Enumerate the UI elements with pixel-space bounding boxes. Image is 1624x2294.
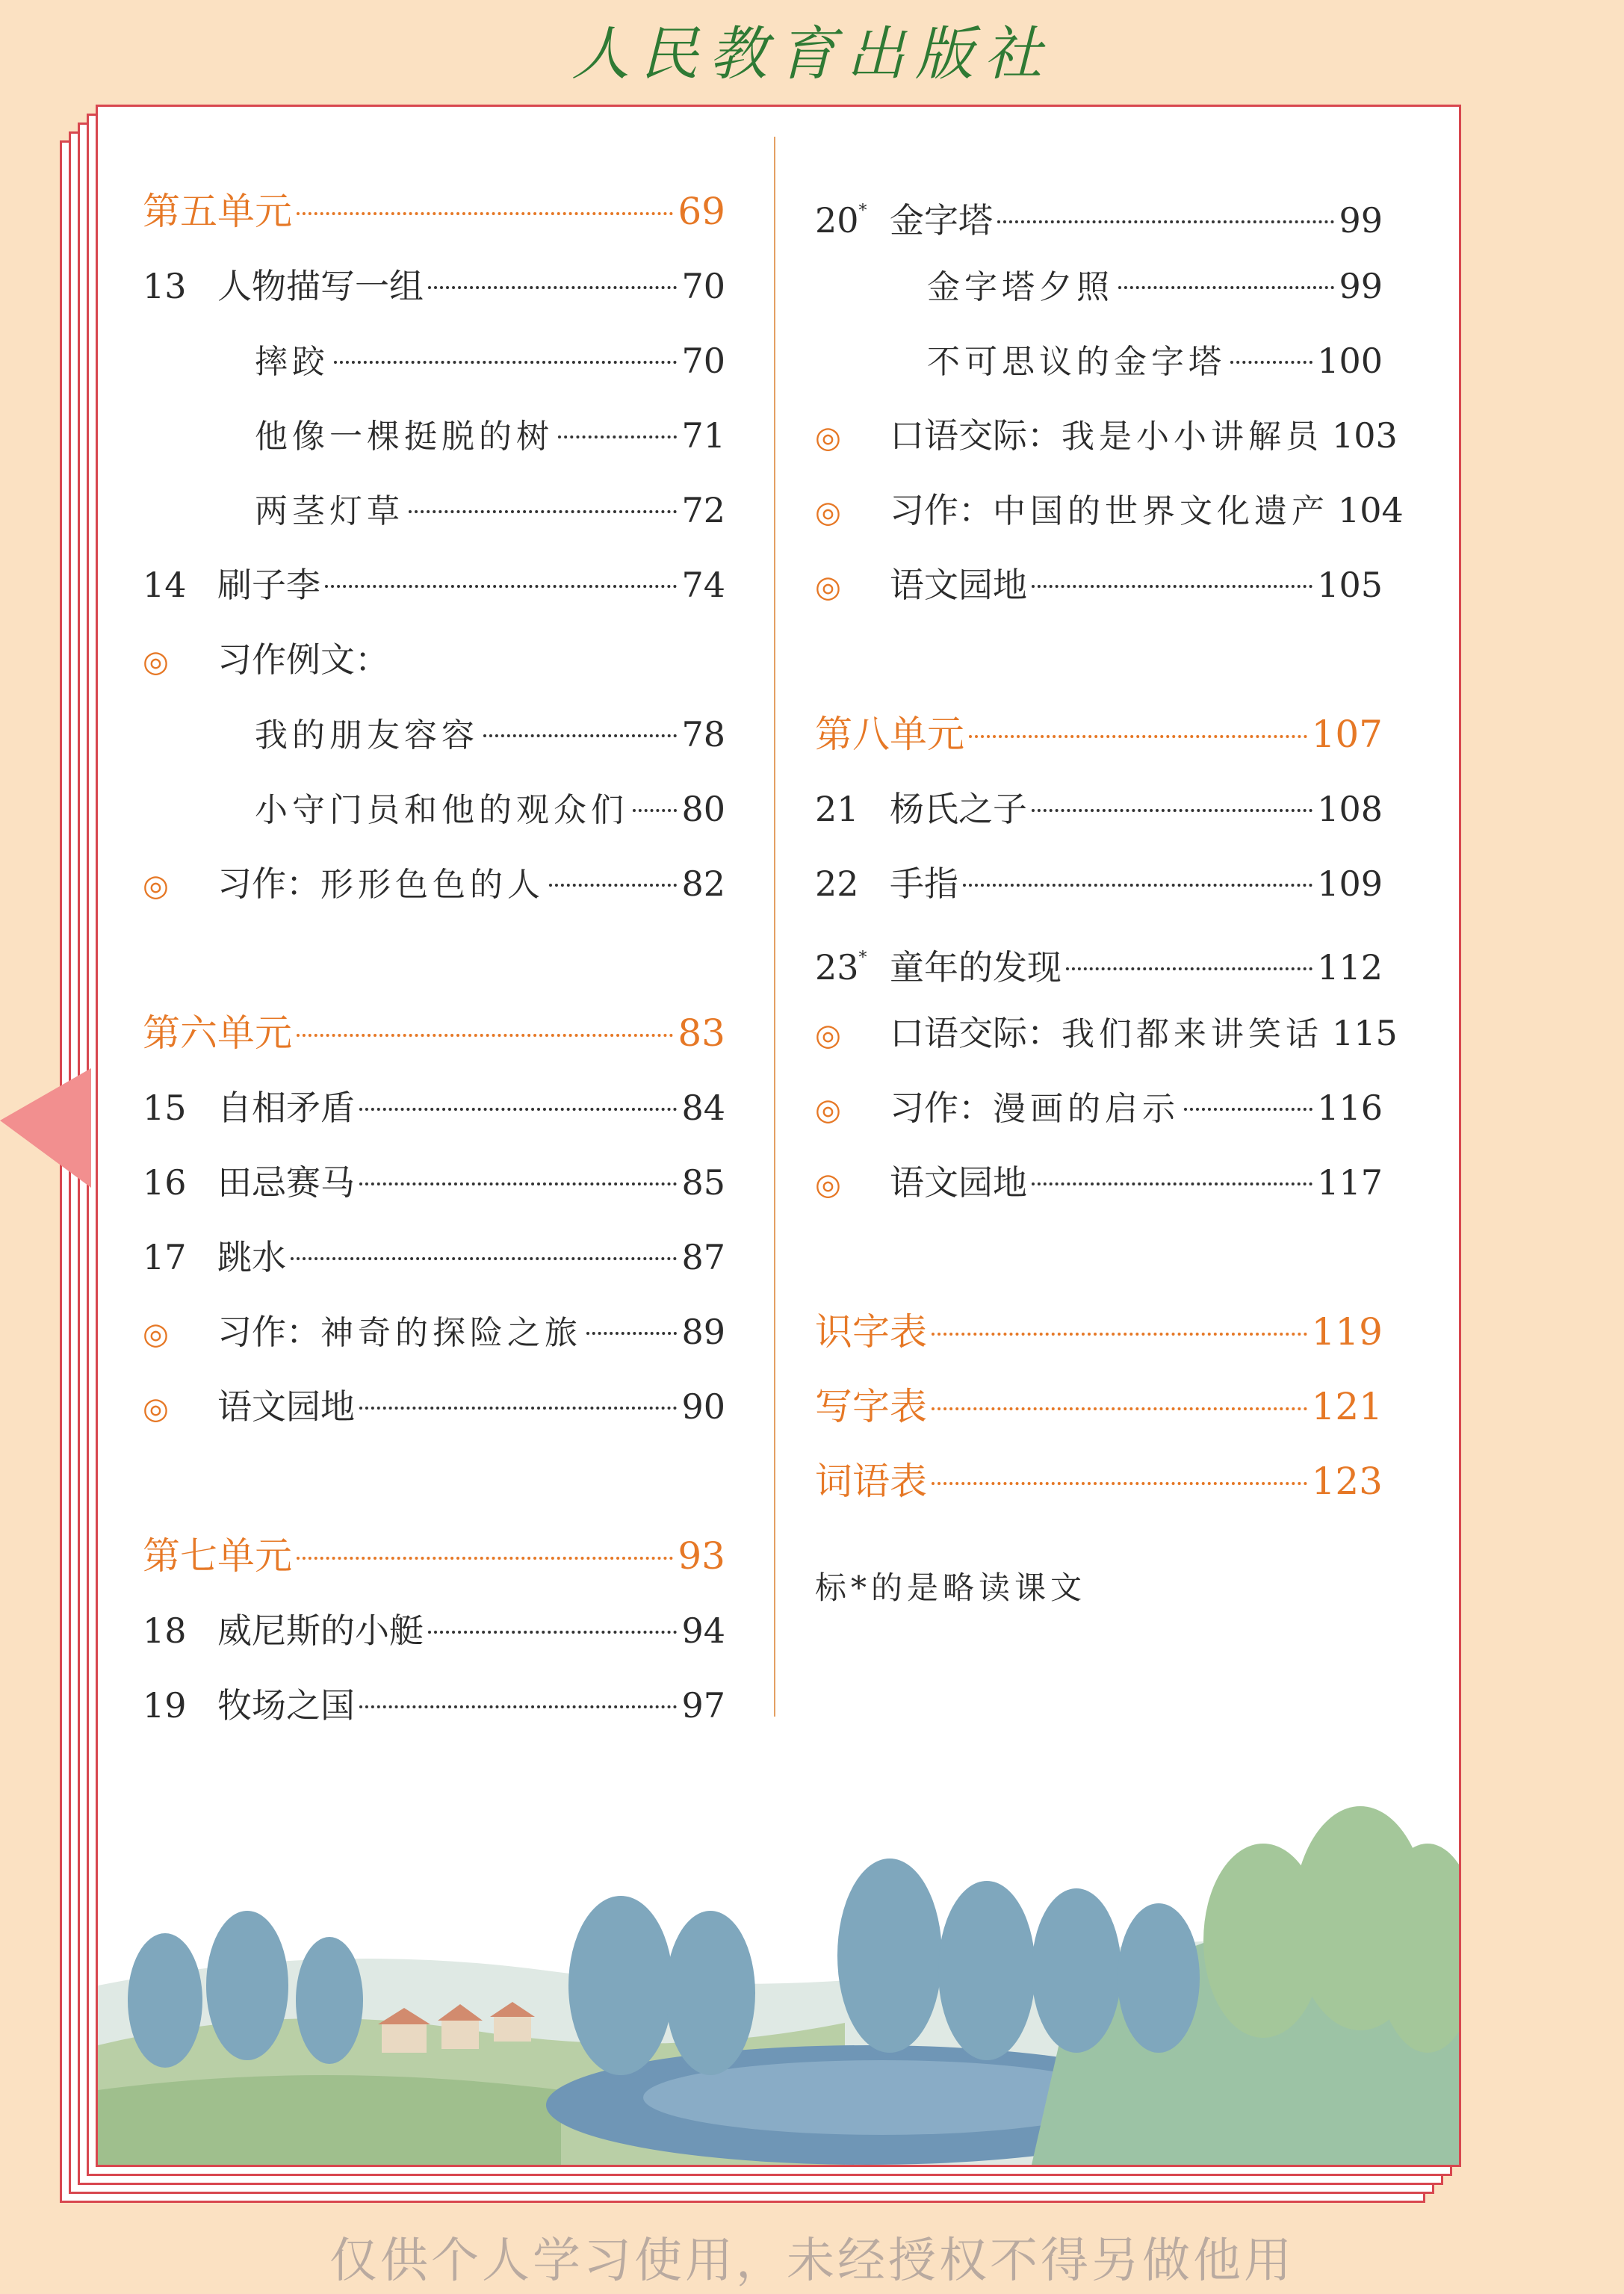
toc-entry-title: 口语交际：我们都来讲笑话 bbox=[890, 1013, 1323, 1053]
page-number: 87 bbox=[681, 1237, 725, 1277]
dot-leader bbox=[291, 1257, 677, 1260]
page-number: 74 bbox=[681, 565, 725, 605]
page-number: 121 bbox=[1311, 1385, 1383, 1428]
dot-leader bbox=[334, 361, 677, 364]
toc-entry[interactable] bbox=[143, 1145, 725, 1220]
toc-entry[interactable] bbox=[815, 174, 1383, 249]
toc-entry-subtitle: 漫画的启示 bbox=[993, 1090, 1180, 1128]
toc-entry[interactable] bbox=[143, 323, 725, 398]
toc-entry-title: 第八单元 bbox=[815, 713, 964, 756]
lesson-number: 13 bbox=[143, 266, 187, 306]
toc-entry-title: 语文园地 bbox=[890, 565, 1027, 605]
dot-leader bbox=[633, 809, 677, 812]
toc-entry[interactable] bbox=[815, 323, 1383, 398]
toc-entry-title: 写字表 bbox=[815, 1385, 927, 1428]
toc-entry-title: 威尼斯的小艇 bbox=[217, 1611, 424, 1651]
toc-entry-title: 习作例文： bbox=[217, 639, 389, 680]
page-number: 119 bbox=[1311, 1310, 1383, 1354]
page-number: 71 bbox=[681, 415, 725, 456]
section-gap bbox=[815, 1220, 1383, 1295]
toc-entry-title: 自相矛盾 bbox=[217, 1088, 355, 1128]
toc-entry-subtitle: 神奇的探险之旅 bbox=[320, 1314, 582, 1352]
page-number: 117 bbox=[1317, 1162, 1383, 1203]
dot-leader bbox=[586, 1332, 677, 1335]
dot-leader bbox=[428, 1631, 677, 1634]
page-number: 112 bbox=[1317, 947, 1383, 988]
page-number: 104 bbox=[1338, 490, 1404, 530]
skim-reading-star: * bbox=[858, 202, 867, 220]
toc-entry-title: 刷子李 bbox=[217, 565, 320, 605]
toc-entry-title: 童年的发现 bbox=[890, 947, 1062, 988]
page-number: 69 bbox=[678, 190, 725, 233]
toc-entry[interactable] bbox=[815, 548, 1383, 622]
page-number: 80 bbox=[681, 789, 725, 829]
toc-entry-title: 第六单元 bbox=[143, 1011, 292, 1055]
skim-reading-star: * bbox=[858, 949, 867, 967]
toc-page bbox=[96, 105, 1461, 2167]
lesson-number: 14 bbox=[143, 565, 187, 605]
toc-entry[interactable] bbox=[143, 1295, 725, 1369]
toc-unit-heading[interactable] bbox=[815, 1369, 1383, 1444]
section-gap bbox=[143, 921, 725, 996]
column-divider bbox=[774, 137, 775, 1717]
toc-entry-title: 田忌赛马 bbox=[217, 1162, 355, 1203]
toc-unit-heading[interactable] bbox=[143, 1519, 725, 1593]
toc-entry-title: 金字塔夕照 bbox=[927, 268, 1114, 306]
dot-leader bbox=[428, 286, 677, 289]
page-number: 115 bbox=[1332, 1013, 1398, 1053]
page-number: 72 bbox=[681, 490, 725, 530]
lesson-number: 15 bbox=[143, 1088, 187, 1128]
publisher-logo: 人民教育出版社 bbox=[571, 21, 1053, 88]
toc-entry-subtitle: 我是小小讲解员 bbox=[1062, 418, 1323, 456]
dot-leader bbox=[932, 1407, 1307, 1410]
section-gap bbox=[815, 622, 1383, 697]
toc-entry[interactable] bbox=[143, 697, 725, 772]
toc-entry[interactable] bbox=[143, 846, 725, 921]
toc-entry[interactable] bbox=[143, 473, 725, 548]
double-circle-icon: ◎ bbox=[815, 1018, 841, 1053]
double-circle-icon: ◎ bbox=[143, 645, 169, 679]
dot-leader bbox=[1184, 1108, 1312, 1111]
page-number: 83 bbox=[678, 1011, 725, 1055]
toc-left-column bbox=[143, 174, 725, 1743]
dot-leader bbox=[558, 435, 677, 438]
toc-entry-title: 金字塔 bbox=[890, 200, 993, 241]
lesson-number: 16 bbox=[143, 1162, 187, 1203]
page-number: 94 bbox=[681, 1611, 725, 1651]
dot-leader bbox=[969, 735, 1307, 738]
toc-entry[interactable] bbox=[815, 473, 1404, 548]
footer-notice: 仅供个人学习使用，未经授权不得另做他用 bbox=[329, 2233, 1295, 2289]
toc-entry-title: 习作：神奇的探险之旅 bbox=[217, 1312, 582, 1352]
page-number: 109 bbox=[1317, 864, 1383, 904]
dot-leader bbox=[325, 585, 677, 588]
toc-entry-title: 不可思议的金字塔 bbox=[927, 343, 1226, 381]
toc-entry[interactable] bbox=[143, 1070, 725, 1145]
toc-entry[interactable] bbox=[143, 1369, 725, 1444]
toc-entry[interactable] bbox=[815, 1145, 1383, 1220]
lesson-number: 22 bbox=[815, 864, 859, 904]
toc-entry[interactable] bbox=[815, 996, 1398, 1070]
lesson-number: 21 bbox=[815, 789, 859, 829]
toc-entry-title: 摔跤 bbox=[255, 343, 329, 381]
toc-entry-title: 习作：中国的世界文化遗产 bbox=[890, 490, 1329, 530]
page-number: 100 bbox=[1317, 341, 1383, 381]
page-number: 85 bbox=[681, 1162, 725, 1203]
dot-leader bbox=[1032, 585, 1312, 588]
toc-entry-subtitle: 形形色色的人 bbox=[320, 866, 545, 904]
page-number: 116 bbox=[1317, 1088, 1383, 1128]
toc-unit-heading[interactable] bbox=[815, 1295, 1383, 1369]
toc-entry[interactable] bbox=[143, 772, 725, 846]
page-number: 107 bbox=[1311, 713, 1383, 756]
toc-entry[interactable] bbox=[143, 1668, 725, 1743]
page-number: 84 bbox=[681, 1088, 725, 1128]
lesson-number: 17 bbox=[143, 1237, 187, 1277]
toc-entry[interactable] bbox=[143, 622, 725, 697]
toc-entry-title: 第七单元 bbox=[143, 1534, 292, 1578]
dot-leader bbox=[932, 1482, 1307, 1485]
page-number: 89 bbox=[681, 1312, 725, 1352]
page-number: 93 bbox=[678, 1534, 725, 1578]
dot-leader bbox=[297, 1557, 673, 1560]
dot-leader bbox=[359, 1182, 677, 1185]
lesson-number: 18 bbox=[143, 1611, 187, 1651]
bookmark-ribbon bbox=[0, 1068, 91, 1188]
dot-leader bbox=[359, 1705, 677, 1708]
page-number: 108 bbox=[1317, 789, 1383, 829]
dot-leader bbox=[359, 1108, 677, 1111]
toc-unit-heading[interactable] bbox=[143, 174, 725, 249]
toc-entry[interactable] bbox=[143, 1593, 725, 1668]
page-number: 99 bbox=[1339, 266, 1383, 306]
section-gap bbox=[143, 1444, 725, 1519]
page-number: 123 bbox=[1311, 1460, 1383, 1503]
dot-leader bbox=[297, 212, 673, 215]
skim-reading-note: 标*的是略读课文 bbox=[815, 1569, 1087, 1606]
double-circle-icon: ◎ bbox=[815, 421, 841, 455]
toc-entry-title: 杨氏之子 bbox=[890, 789, 1027, 829]
page-number: 97 bbox=[681, 1685, 725, 1726]
lesson-number: 23* bbox=[815, 947, 867, 988]
double-circle-icon: ◎ bbox=[143, 1317, 169, 1351]
page-number: 105 bbox=[1317, 565, 1383, 605]
double-circle-icon: ◎ bbox=[143, 869, 169, 903]
dot-leader bbox=[1118, 286, 1334, 289]
dot-leader bbox=[997, 220, 1334, 223]
toc-entry-title: 语文园地 bbox=[890, 1162, 1027, 1203]
dot-leader bbox=[409, 510, 677, 513]
dot-leader bbox=[549, 884, 677, 887]
dot-leader bbox=[1066, 967, 1312, 970]
toc-unit-heading[interactable] bbox=[815, 697, 1383, 772]
dot-leader bbox=[963, 884, 1312, 887]
toc-unit-heading[interactable] bbox=[815, 1444, 1383, 1519]
toc-entry-title: 两茎灯草 bbox=[255, 492, 404, 530]
toc-entry-title: 他像一棵挺脱的树 bbox=[255, 418, 554, 456]
double-circle-icon: ◎ bbox=[815, 1168, 841, 1202]
toc-entry-title: 小守门员和他的观众们 bbox=[255, 791, 628, 829]
dot-leader bbox=[297, 1034, 673, 1037]
double-circle-icon: ◎ bbox=[815, 1093, 841, 1127]
toc-entry[interactable] bbox=[815, 921, 1383, 996]
dot-leader bbox=[932, 1333, 1307, 1336]
double-circle-icon: ◎ bbox=[815, 570, 841, 604]
page-number: 70 bbox=[681, 266, 725, 306]
page-number: 78 bbox=[681, 714, 725, 754]
toc-entry[interactable] bbox=[815, 249, 1383, 323]
toc-entry[interactable] bbox=[143, 249, 725, 323]
toc-entry-subtitle: 我们都来讲笑话 bbox=[1062, 1015, 1323, 1053]
toc-entry-title: 跳水 bbox=[217, 1237, 286, 1277]
toc-entry-title: 我的朋友容容 bbox=[255, 716, 479, 754]
toc-entry-title: 词语表 bbox=[815, 1460, 927, 1503]
dot-leader bbox=[1032, 1182, 1312, 1185]
dot-leader bbox=[1230, 361, 1312, 364]
toc-entry[interactable] bbox=[143, 398, 725, 473]
toc-entry-subtitle: 中国的世界文化遗产 bbox=[993, 492, 1329, 530]
lesson-number: 19 bbox=[143, 1685, 187, 1726]
toc-entry-title: 牧场之国 bbox=[217, 1685, 355, 1726]
double-circle-icon: ◎ bbox=[143, 1392, 169, 1426]
dot-leader bbox=[483, 734, 677, 737]
toc-entry-title: 第五单元 bbox=[143, 190, 292, 233]
lesson-number: 20* bbox=[815, 200, 867, 241]
toc-right-column bbox=[815, 174, 1404, 1608]
toc-entry[interactable] bbox=[815, 398, 1398, 473]
toc-entry-title: 习作：漫画的启示 bbox=[890, 1088, 1180, 1128]
toc-entry-title: 口语交际：我是小小讲解员 bbox=[890, 415, 1323, 456]
toc-entry-title: 识字表 bbox=[815, 1310, 927, 1354]
toc-entry[interactable] bbox=[815, 846, 1383, 921]
toc-entry[interactable] bbox=[143, 548, 725, 622]
toc-entry[interactable] bbox=[143, 1220, 725, 1295]
toc-entry-title: 手指 bbox=[890, 864, 958, 904]
toc-entry[interactable] bbox=[815, 772, 1383, 846]
dot-leader bbox=[359, 1407, 677, 1410]
landscape-illustration bbox=[98, 1776, 1459, 2165]
toc-entry-title: 习作：形形色色的人 bbox=[217, 864, 545, 904]
toc-unit-heading[interactable] bbox=[143, 996, 725, 1070]
toc-entry-title: 语文园地 bbox=[217, 1386, 355, 1427]
page-number: 70 bbox=[681, 341, 725, 381]
toc-entry[interactable] bbox=[815, 1070, 1383, 1145]
page-number: 82 bbox=[681, 864, 725, 904]
page-number: 99 bbox=[1339, 200, 1383, 241]
dot-leader bbox=[1032, 809, 1312, 812]
double-circle-icon: ◎ bbox=[815, 495, 841, 530]
toc-entry-title: 人物描写一组 bbox=[217, 266, 424, 306]
page-number: 90 bbox=[681, 1386, 725, 1427]
page-number: 103 bbox=[1332, 415, 1398, 456]
